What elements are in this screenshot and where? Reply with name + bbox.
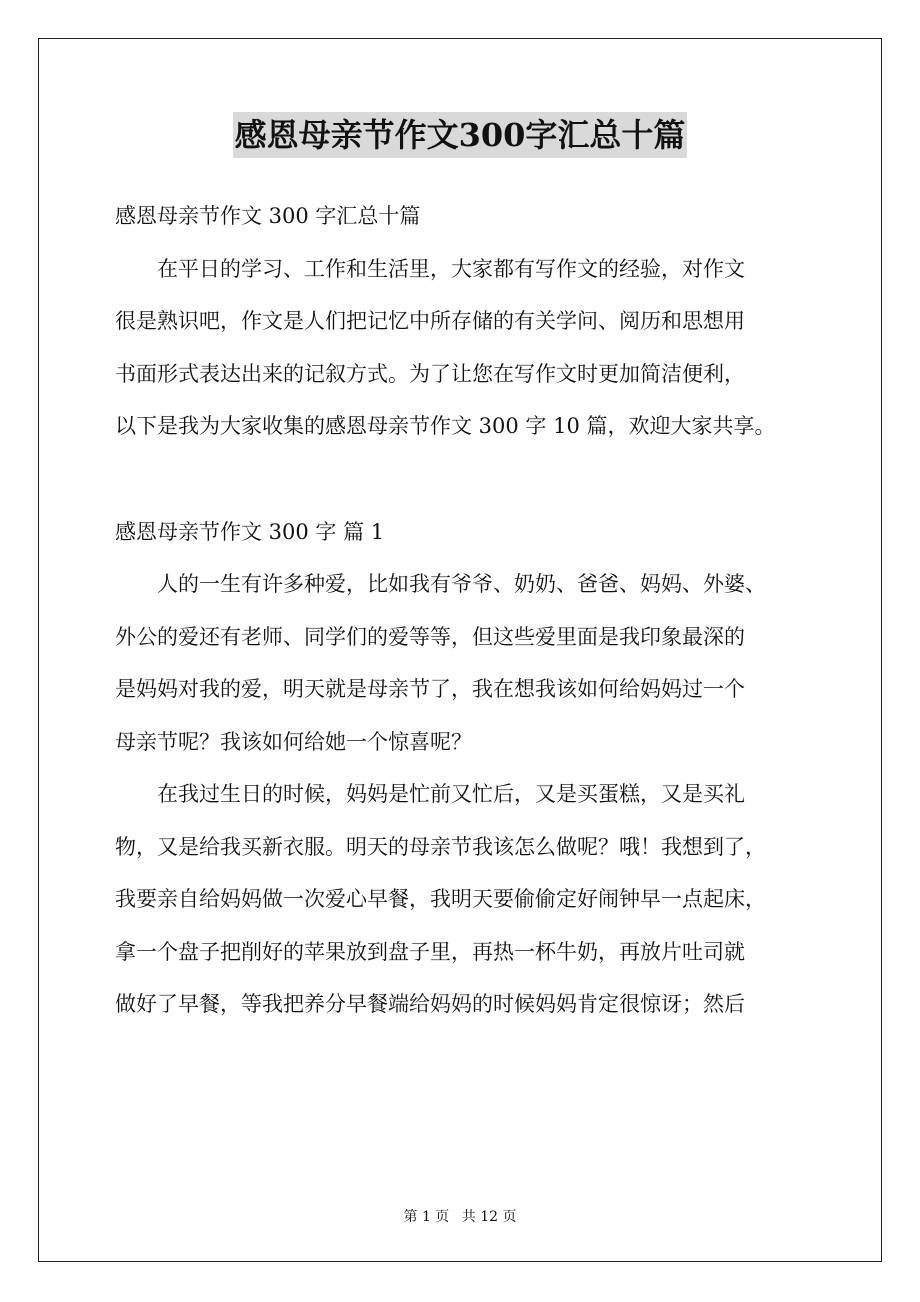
body-line: 物，又是给我买新衣服。明天的母亲节我该怎么做呢？哦！我想到了， [115, 834, 766, 859]
body-line: 我要亲自给妈妈做一次爱心早餐，我明天要偷偷定好闹钟早一点起床， [115, 887, 766, 911]
body-line: 以下是我为大家收集的感恩母亲节作文 300 字 10 篇，欢迎大家共享。 [115, 414, 776, 438]
body-line: 书面形式表达出来的记叙方式。为了让您在写作文时更加简洁便利， [115, 361, 745, 386]
body-line: 在平日的学习、工作和生活里，大家都有写作文的经验，对作文 [115, 256, 745, 281]
document-title: 感恩母亲节作文300字汇总十篇 [233, 112, 688, 158]
body-line: 外公的爱还有老师、同学们的爱等等，但这些爱里面是我印象最深的 [115, 624, 745, 649]
paragraph-gap [115, 459, 830, 512]
body-line: 在我过生日的时候，妈妈是忙前又忙后，又是买蛋糕，又是买礼 [115, 782, 745, 806]
body-line: 母亲节呢？我该如何给她一个惊喜呢？ [115, 729, 472, 754]
body-line: 拿一个盘子把削好的苹果放到盘子里，再热一杯牛奶，再放片吐司就 [115, 939, 745, 964]
title-area [0, 112, 920, 158]
document-body [115, 196, 830, 1037]
body-line: 感恩母亲节作文 300 字汇总十篇 [115, 204, 421, 228]
section-heading: 感恩母亲节作文 300 字 篇 1 [115, 519, 385, 544]
body-line: 是妈妈对我的爱，明天就是母亲节了，我在想我该如何给妈妈过一个 [115, 677, 745, 701]
page-number: 第 1 页 [403, 1209, 450, 1225]
body-line: 很是熟识吧，作文是人们把记忆中所存储的有关学问、阅历和思想用 [115, 309, 745, 333]
body-line: 人的一生有许多种爱，比如我有爷爷、奶奶、爸爸、妈妈、外婆、 [115, 572, 766, 596]
body-line: 做好了早餐，等我把养分早餐端给妈妈的时候妈妈肯定很惊讶；然后 [115, 992, 745, 1016]
total-pages: 共 12 页 [461, 1209, 517, 1225]
page-footer [0, 1206, 920, 1226]
